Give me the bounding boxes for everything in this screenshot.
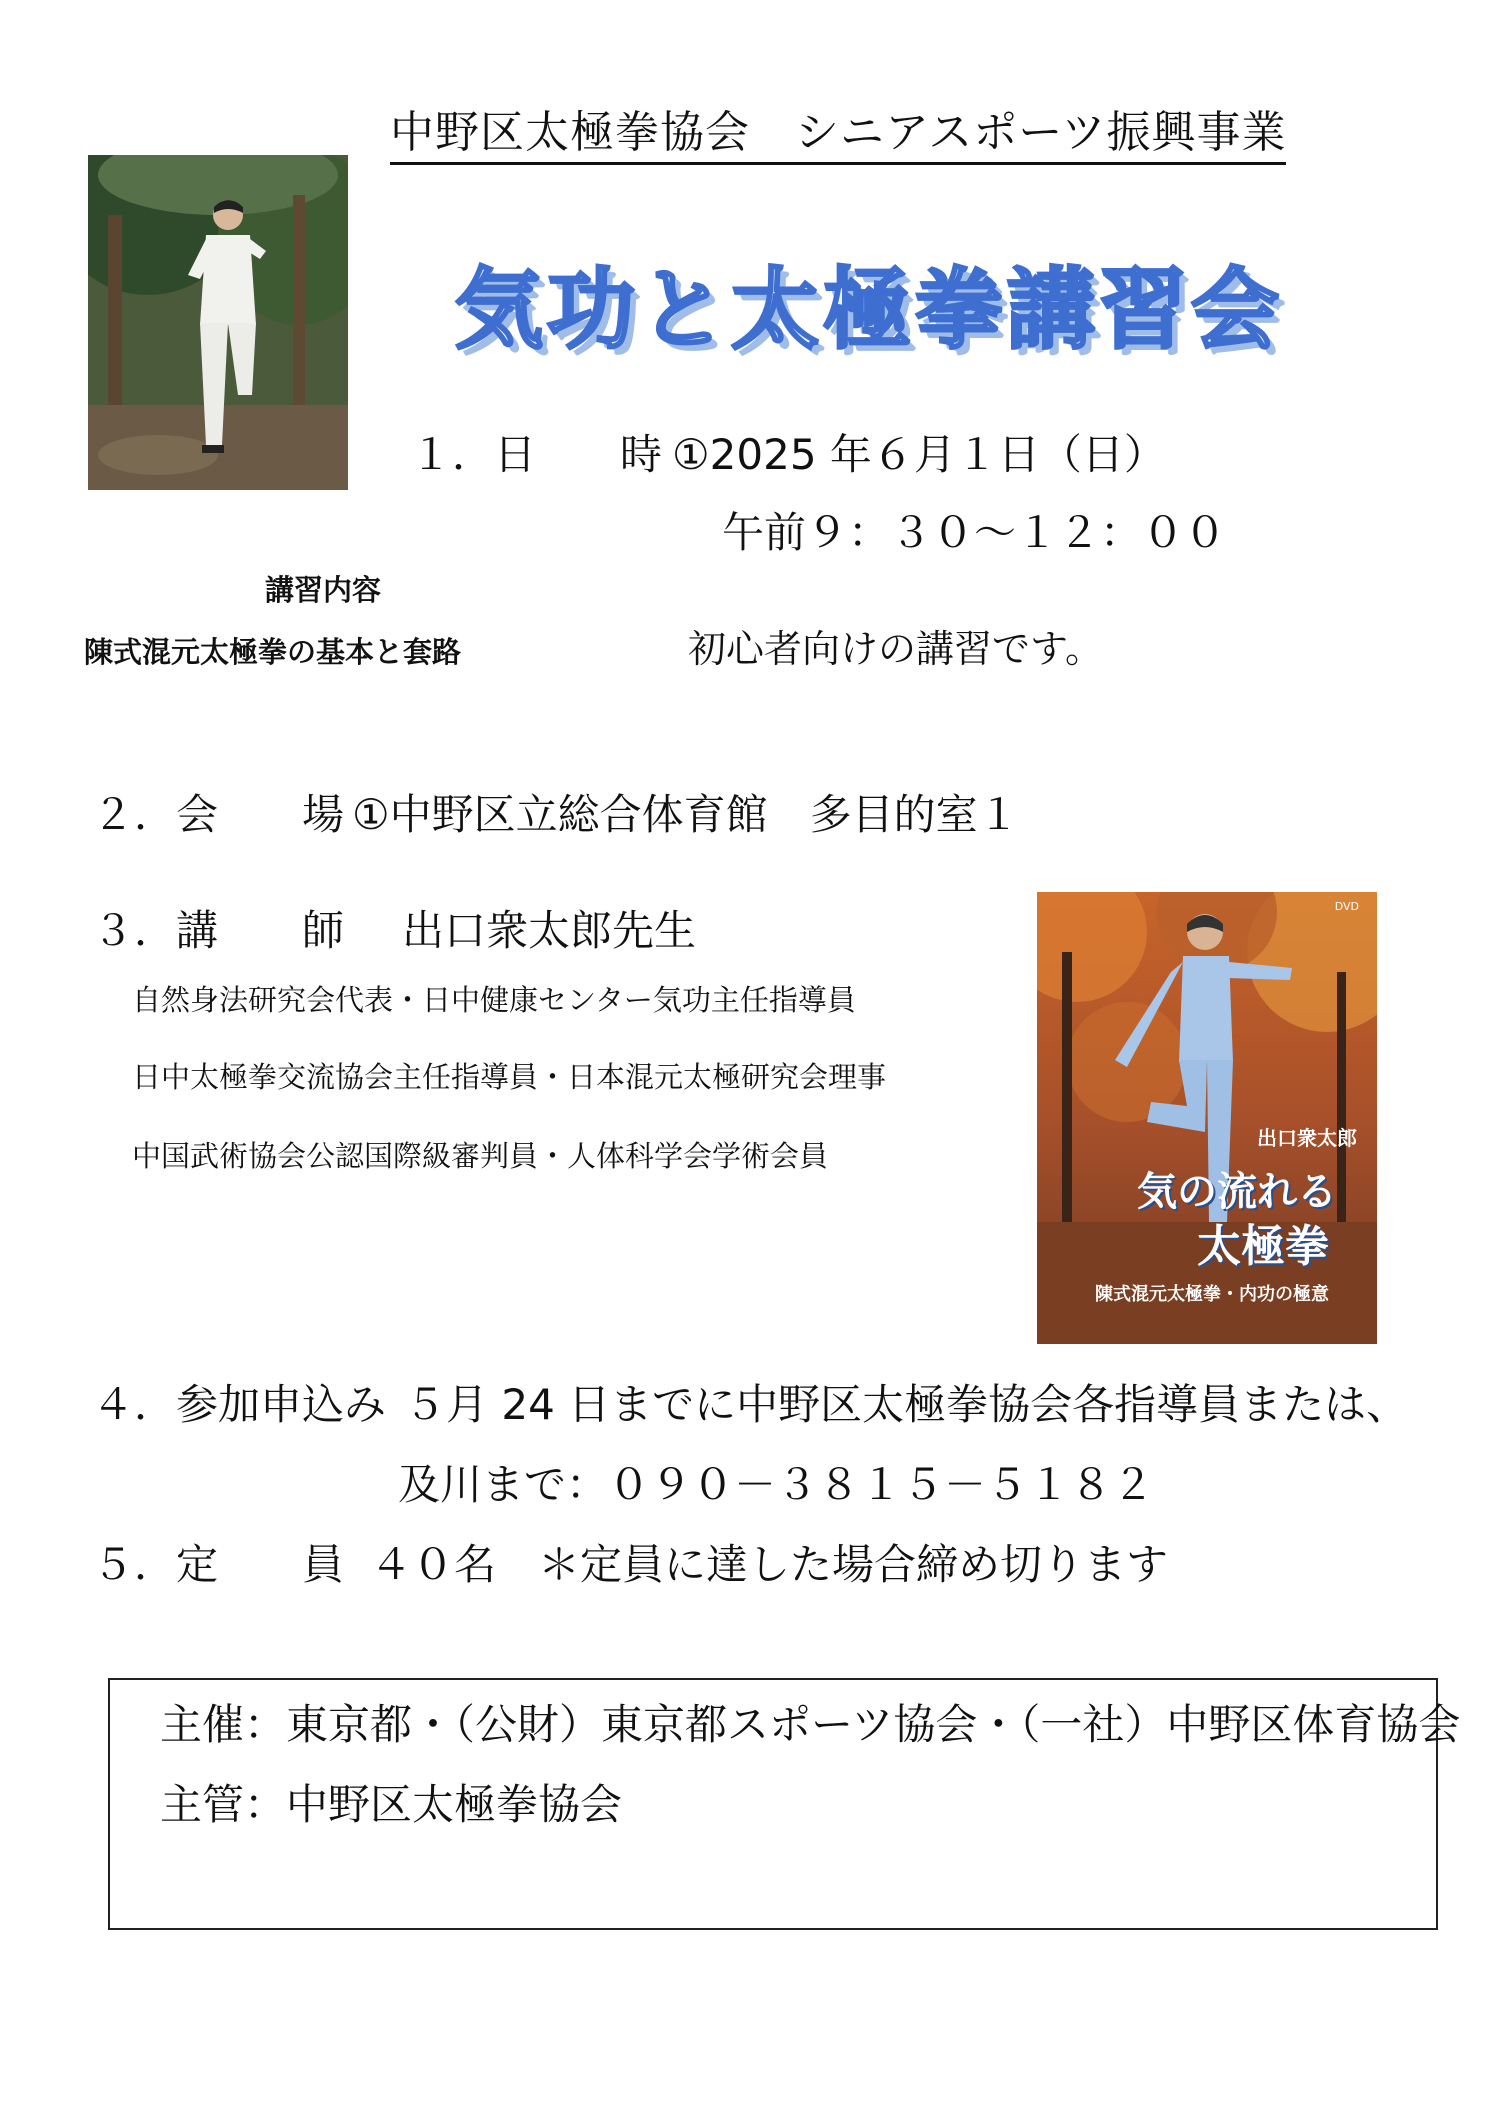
content-body: 陳式混元太極拳の基本と套路 (84, 635, 462, 669)
datetime-time: 午前９：３０～１２：００ (722, 508, 1227, 557)
organizers-manager: 主管：中野区太極拳協会 (160, 1780, 623, 1829)
instructor-name: 出口衆太郎先生 (402, 906, 697, 955)
dvd-author: 出口衆太郎 (1257, 1128, 1357, 1150)
taichi-practitioner-photo (88, 155, 348, 490)
content-heading: 講習内容 (265, 573, 382, 607)
datetime-label: １．日 時 (410, 430, 663, 479)
capacity-label: ５．定 員 (92, 1540, 345, 1589)
application-label: ４．参加申込み (92, 1380, 387, 1429)
dvd-title-line2: 太極拳 (1197, 1222, 1329, 1271)
venue-value: ①中野区立総合体育館 多目的室１ (352, 790, 1020, 839)
organizers-host: 主催：東京都・（公財）東京都スポーツ協会・（一社）中野区体育協会 (160, 1700, 1461, 1749)
dvd-cover-image (1037, 892, 1377, 1344)
instructor-title: 日中太極拳交流協会主任指導員・日本混元太極研究会理事 (132, 1060, 887, 1094)
instructor-title: 自然身法研究会代表・日中健康センター気功主任指導員 (132, 983, 856, 1017)
dvd-subtitle: 陳式混元太極拳・内功の極意 (1095, 1284, 1329, 1304)
capacity-value: ４０名 ＊定員に達した場合締め切ります (370, 1540, 1169, 1589)
application-value: ５月 24 日までに中野区太極拳協会各指導員または、 (404, 1380, 1409, 1429)
application-contact: 及川まで：０９０－３８１５－５１８２ (398, 1460, 1155, 1509)
venue-label: ２．会 場 (92, 790, 345, 839)
dvd-badge: DVD (1334, 900, 1359, 913)
datetime-date: ①2025 年６月１日（日） (672, 430, 1166, 479)
instructor-title: 中国武術協会公認国際級審判員・人体科学会学術会員 (132, 1139, 829, 1173)
dvd-title-line1: 気の流れる (1137, 1169, 1337, 1214)
content-note: 初心者向けの講習です。 (688, 627, 1103, 671)
instructor-label: ３．講 師 (92, 906, 345, 955)
event-title: 気功と太極拳講習会 (455, 258, 1284, 361)
header-title: 中野区太極拳協会 シニアスポーツ振興事業 (390, 96, 1286, 165)
